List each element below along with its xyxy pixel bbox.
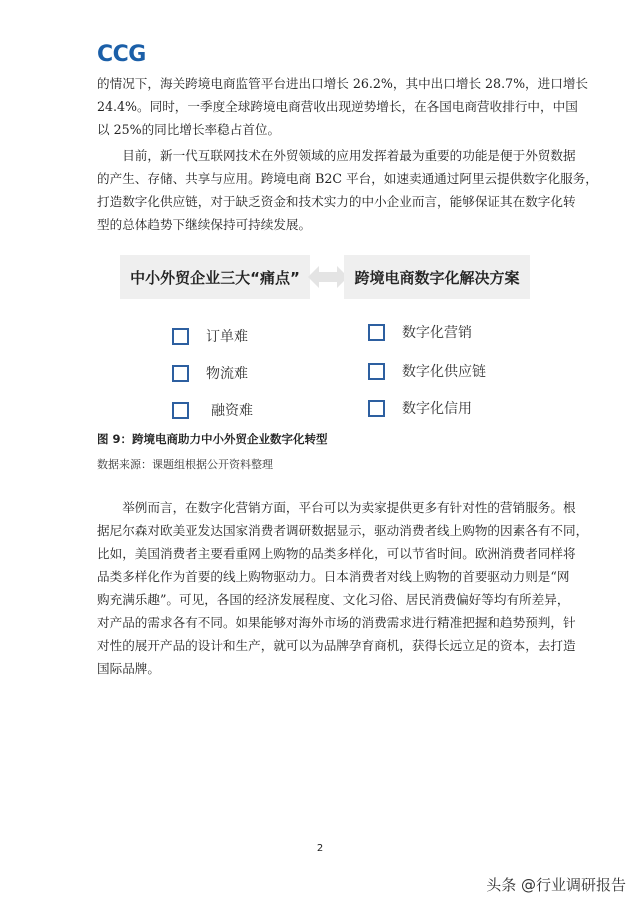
text-line: 对产品的需求各有不同。如果能够对海外市场的消费需求进行精准把握和趋势预判，针 (97, 615, 576, 630)
item-label: 融资难 (211, 403, 253, 419)
checkbox-icon (368, 400, 385, 417)
text-line: 比如，美国消费者主要看重网上购物的品类多样化，可以节省时间。欧洲消费者同样将 (97, 546, 576, 561)
text-line: 国际品牌。 (97, 661, 160, 676)
text-line: 购充满乐趣”。可见，各国的经济发展程度、文化习俗、居民消费偏好等均有所差异， (97, 592, 570, 607)
item-label: 数字化信用 (402, 401, 472, 417)
solutions-banner: 跨境电商数字化解决方案 (344, 255, 530, 299)
text-line: 打造数字化供应链，对于缺乏资金和技术实力的中小企业而言，能够保证其在数字化转 (97, 194, 576, 209)
text-line: 品类多样化作为首要的线上购物驱动力。日本消费者对线上购物的首要驱动力则是“网 (97, 569, 570, 584)
paragraph-3 (97, 496, 589, 680)
text-line: 举例而言，在数字化营销方面，平台可以为卖家提供更多有针对性的营销服务。根 (122, 500, 576, 515)
checkbox-icon (172, 328, 189, 345)
checkbox-icon (172, 402, 189, 419)
paragraph-2 (97, 144, 598, 236)
text-line: 对性的展开产品的设计和生产，就可以为品牌孕育商机，获得长远立足的资本，去打造 (97, 638, 576, 653)
solution-item (368, 361, 486, 381)
figure-source: 数据来源：课题组根据公开资料整理 (97, 458, 273, 471)
text-line: 目前，新一代互联网技术在外贸领域的应用发挥着最为重要的功能是便于外贸数据 (122, 148, 576, 163)
solution-item (368, 398, 472, 418)
item-label: 物流难 (206, 366, 248, 382)
text-line: 型的总体趋势下继续保持可持续发展。 (97, 217, 312, 232)
text-line: 24.4%。同时，一季度全球跨境电商营收出现逆势增长，在各国电商营收排行中，中国 (97, 99, 578, 114)
checkbox-icon (368, 324, 385, 341)
text-line: 以 25%的同比增长率稳占首位。 (97, 122, 281, 137)
solution-item (368, 322, 472, 342)
item-label: 订单难 (206, 329, 248, 345)
checkbox-icon (172, 365, 189, 382)
watermark: 头条 @行业调研报告 (486, 876, 626, 894)
double-arrow-icon (308, 264, 348, 290)
pain-point-item (172, 326, 248, 346)
text-line: 据尼尔森对欧美亚发达国家消费者调研数据显示，驱动消费者线上购物的因素各有不同， (97, 523, 589, 538)
item-label: 数字化供应链 (402, 364, 486, 380)
pain-points-banner: 中小外贸企业三大“痛点” (120, 255, 310, 299)
pain-point-item (172, 400, 253, 420)
text-line: 的情况下，海关跨境电商监管平台进出口增长 26.2%，其中出口增长 28.7%，进口增长 (97, 76, 589, 91)
item-label: 数字化营销 (402, 325, 472, 341)
page-number: 2 (316, 843, 324, 854)
pain-point-item (172, 363, 248, 383)
ccg-logo: CCG (97, 42, 146, 67)
figure-caption: 图 9：跨境电商助力中小外贸企业数字化转型 (97, 432, 328, 446)
paragraph-1 (97, 72, 589, 141)
text-line: 的产生、存储、共享与应用。跨境电商 B2C 平台，如速卖通通过阿里云提供数字化服务， (97, 171, 598, 186)
checkbox-icon (368, 363, 385, 380)
